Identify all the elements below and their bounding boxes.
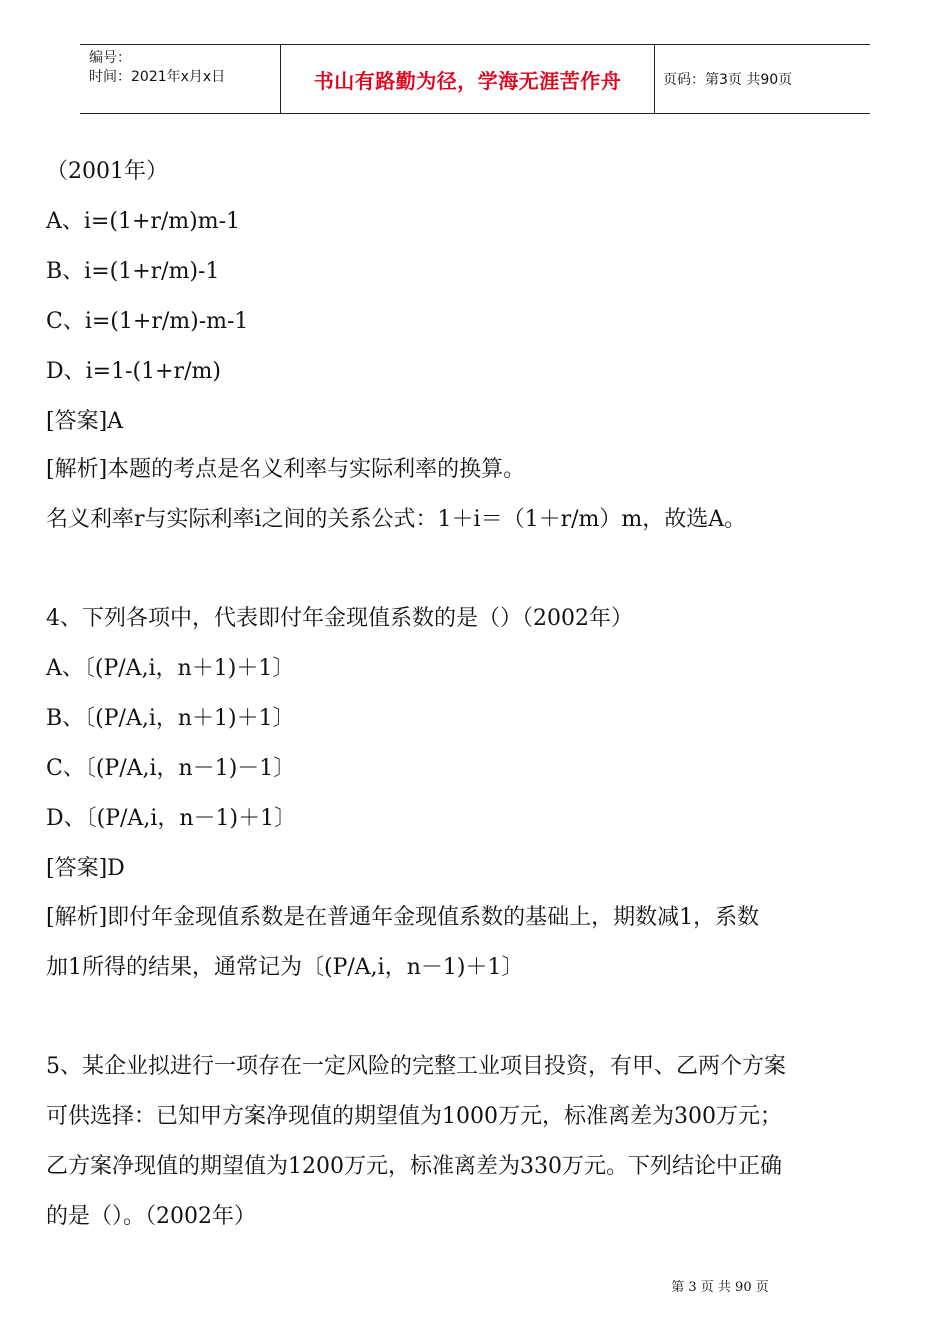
option-line: B、〔(P/A,i，n＋1)＋1〕 bbox=[46, 706, 295, 731]
text-line: （2001年） bbox=[46, 159, 168, 184]
question-line: 乙方案净现值的期望值为1200万元，标准离差为330万元。下列结论中正确 bbox=[46, 1154, 782, 1179]
answer-line: [答案]A bbox=[46, 409, 124, 434]
analysis-line: 加1所得的结果，通常记为〔(P/A,i，n－1)＋1〕 bbox=[46, 955, 524, 980]
doc-time-label: 时间：2021年x月x日 bbox=[89, 69, 226, 85]
option-line: D、i=1-(1+r/m) bbox=[46, 359, 221, 384]
question-line: 5、某企业拟进行一项存在一定风险的完整工业项目投资，有甲、乙两个方案 bbox=[46, 1054, 786, 1079]
header-page-info: 页码：第3页 共90页 bbox=[663, 72, 793, 88]
header-meta bbox=[80, 45, 281, 113]
analysis-line: [解析]即付年金现值系数是在普通年金现值系数的基础上，期数减1，系数 bbox=[46, 905, 760, 930]
option-line: A、〔(P/A,i，n＋1)＋1〕 bbox=[46, 656, 295, 681]
option-line: D、〔(P/A,i，n－1)＋1〕 bbox=[46, 806, 297, 831]
doc-number-label: 编号： bbox=[89, 50, 131, 66]
option-line: C、i=(1+r/m)-m-1 bbox=[46, 309, 249, 334]
header-motto: 书山有路勤为径，学海无涯苦作舟 bbox=[281, 45, 655, 113]
question-line: 可供选择：已知甲方案净现值的期望值为1000万元，标准离差为300万元； bbox=[46, 1104, 782, 1129]
answer-line: [答案]D bbox=[46, 856, 125, 881]
analysis-line: [解析]本题的考点是名义利率与实际利率的换算。 bbox=[46, 457, 526, 482]
question-line: 的是（）。（2002年） bbox=[46, 1204, 256, 1229]
option-line: B、i=(1+r/m)-1 bbox=[46, 259, 220, 284]
option-line: A、i=(1+r/m)m-1 bbox=[46, 209, 241, 234]
question-line: 4、下列各项中，代表即付年金现值系数的是（）（2002年） bbox=[46, 606, 633, 631]
option-line: C、〔(P/A,i，n－1)－1〕 bbox=[46, 756, 296, 781]
page-footer: 第 3 页 共 90 页 bbox=[671, 1280, 769, 1295]
page-header bbox=[80, 44, 870, 114]
analysis-line: 名义利率r与实际利率i之间的关系公式：1＋i＝（1＋r/m）m，故选A。 bbox=[46, 507, 747, 532]
